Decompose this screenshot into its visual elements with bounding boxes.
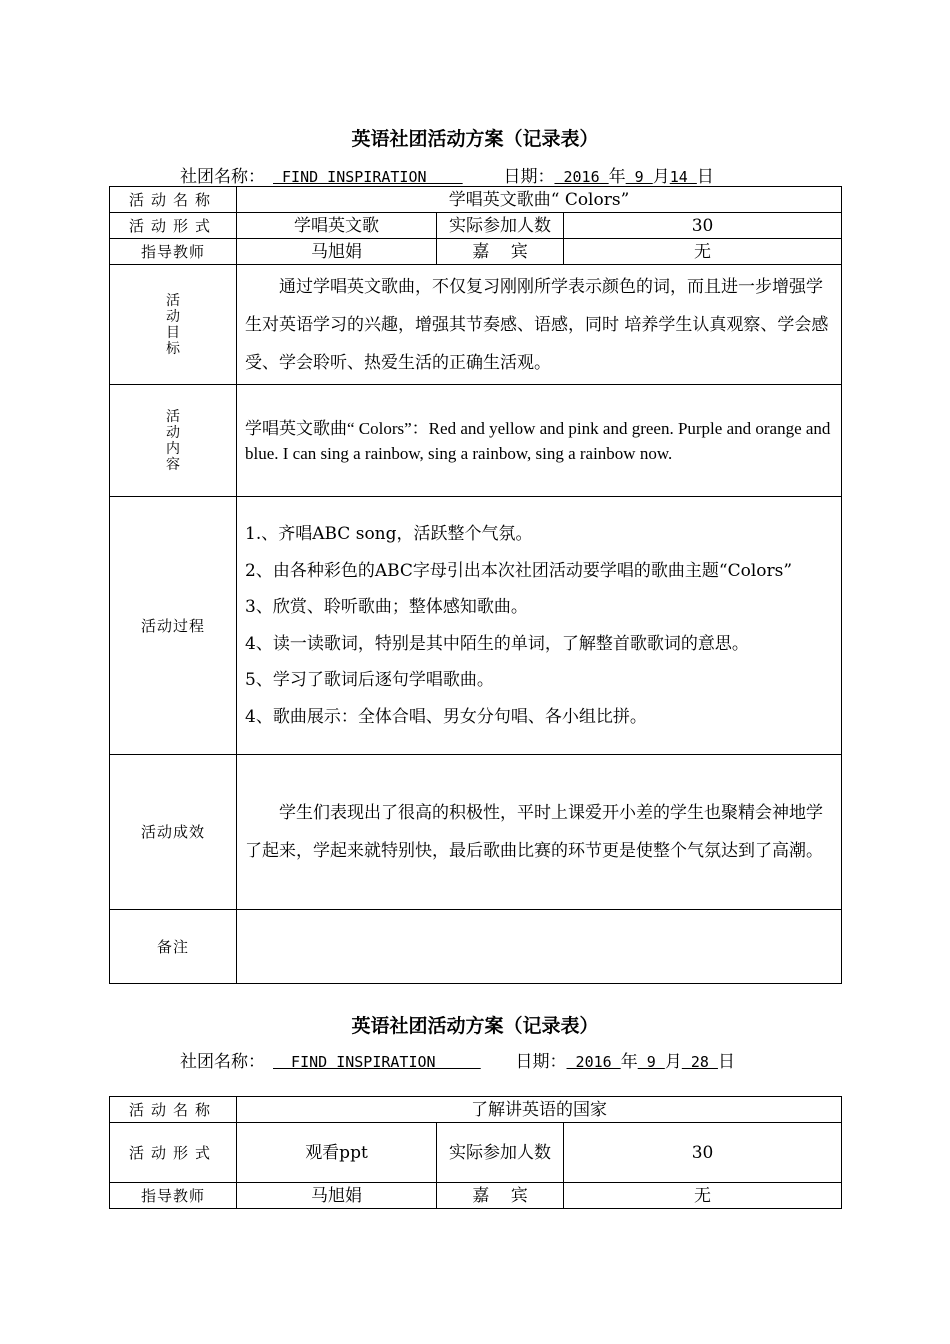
process-step: 4、读一读歌词，特别是其中陌生的单词，了解整首歌歌词的意思。 xyxy=(245,633,749,654)
teacher-label: 指导教师 xyxy=(110,239,237,265)
process-step: 4、歌曲展示：全体合唱、男女分句唱、各小组比拼。 xyxy=(245,706,647,727)
day-unit: 日 xyxy=(696,167,714,187)
record1-meta-line xyxy=(180,162,714,187)
remark-value xyxy=(237,910,842,984)
record1-title: 英语社团活动方案（记录表） xyxy=(351,128,599,150)
record2-meta-line xyxy=(180,1047,735,1072)
participants-value: 30 xyxy=(564,1123,842,1183)
record1-table xyxy=(109,186,842,984)
date-month: 9 xyxy=(625,168,653,186)
goal-label-cell xyxy=(110,265,237,385)
content-row xyxy=(110,385,842,497)
activity-name-label: 活动名称 xyxy=(110,1097,237,1123)
result-text: 学生们表现出了很高的积极性，平时上课爱开小差的学生也聚精会神地学了起来，学起来就特别快，最后歌曲比赛的环节更是使整个气氛达到了高潮。 xyxy=(245,803,823,861)
activity-name-row xyxy=(110,187,842,213)
process-step: 5、学习了歌词后逐句学唱歌曲。 xyxy=(245,670,494,690)
record2-table xyxy=(109,1096,842,1209)
result-label: 活动成效 xyxy=(110,755,237,910)
date-day: 28 xyxy=(681,1053,718,1071)
teacher-label: 指导教师 xyxy=(110,1183,237,1209)
goal-row xyxy=(110,265,842,385)
teacher-value: 马旭娟 xyxy=(237,1183,437,1209)
teacher-value: 马旭娟 xyxy=(237,239,437,265)
process-label: 活动过程 xyxy=(110,497,237,755)
club-label: 社团名称： xyxy=(180,167,265,187)
club-name: FIND INSPIRATION xyxy=(273,168,463,186)
activity-name-row xyxy=(110,1097,842,1123)
content-text: 学唱英文歌曲“ Colors”：Red and yellow and pink and green. Purple and orange and blue. I can sing a rainbow, sing a rainbow, sing a rainbow now. xyxy=(245,418,831,463)
content-label: 活动内容 xyxy=(166,408,180,473)
date-day: 14 xyxy=(669,168,697,186)
teacher-row xyxy=(110,239,842,265)
activity-form-value: 观看ppt xyxy=(237,1123,437,1183)
month-unit: 月 xyxy=(652,167,670,187)
club-label: 社团名称： xyxy=(180,1052,265,1072)
process-step: 1.、齐唱ABC song，活跃整个气氛。 xyxy=(245,524,533,544)
day-unit: 日 xyxy=(717,1052,735,1072)
year-unit: 年 xyxy=(620,1052,638,1072)
activity-form-label: 活动形式 xyxy=(110,213,237,239)
activity-form-row xyxy=(110,1123,842,1183)
remark-label: 备注 xyxy=(110,910,237,984)
goal-text: 通过学唱英文歌曲，不仅复习刚刚所学表示颜色的词，而且进一步增强学生对英语学习的兴趣，增强其节奏感、语感，同时 培养学生认真观察、学会感受、学会聆听、热爱生活的正确生活观。 xyxy=(245,276,829,373)
activity-form-value: 学唱英文歌 xyxy=(237,213,437,239)
activity-form-row xyxy=(110,213,842,239)
club-name: FIND INSPIRATION xyxy=(273,1053,481,1071)
month-unit: 月 xyxy=(664,1052,682,1072)
guest-label: 嘉 宾 xyxy=(437,1183,564,1209)
record2-title: 英语社团活动方案（记录表） xyxy=(351,1015,599,1037)
process-cell xyxy=(237,497,842,755)
teacher-row xyxy=(110,1183,842,1209)
date-label: 日期： xyxy=(515,1052,567,1072)
remark-row xyxy=(110,910,842,984)
content-label-cell xyxy=(110,385,237,497)
goal-cell xyxy=(237,265,842,385)
activity-name-value: 了解讲英语的国家 xyxy=(237,1097,842,1123)
goal-label: 活动目标 xyxy=(166,292,180,357)
participants-label: 实际参加人数 xyxy=(437,213,564,239)
result-cell xyxy=(237,755,842,910)
result-row xyxy=(110,755,842,910)
date-month: 9 xyxy=(637,1053,665,1071)
date-label: 日期： xyxy=(503,167,555,187)
process-step: 3、欣赏、聆听歌曲；整体感知歌曲。 xyxy=(245,597,528,617)
guest-value: 无 xyxy=(564,1183,842,1209)
participants-value: 30 xyxy=(564,213,842,239)
date-year: 2016 xyxy=(554,168,609,186)
date-year: 2016 xyxy=(566,1053,621,1071)
process-step: 2、由各种彩色的ABC字母引出本次社团活动要学唱的歌曲主题“Colors” xyxy=(245,560,793,581)
year-unit: 年 xyxy=(608,167,626,187)
participants-label: 实际参加人数 xyxy=(437,1123,564,1183)
process-row xyxy=(110,497,842,755)
guest-label: 嘉 宾 xyxy=(437,239,564,265)
content-cell xyxy=(237,385,842,497)
activity-form-label: 活动形式 xyxy=(110,1123,237,1183)
guest-value: 无 xyxy=(564,239,842,265)
activity-name-label: 活动名称 xyxy=(110,187,237,213)
activity-name-value: 学唱英文歌曲“ Colors” xyxy=(237,187,842,213)
